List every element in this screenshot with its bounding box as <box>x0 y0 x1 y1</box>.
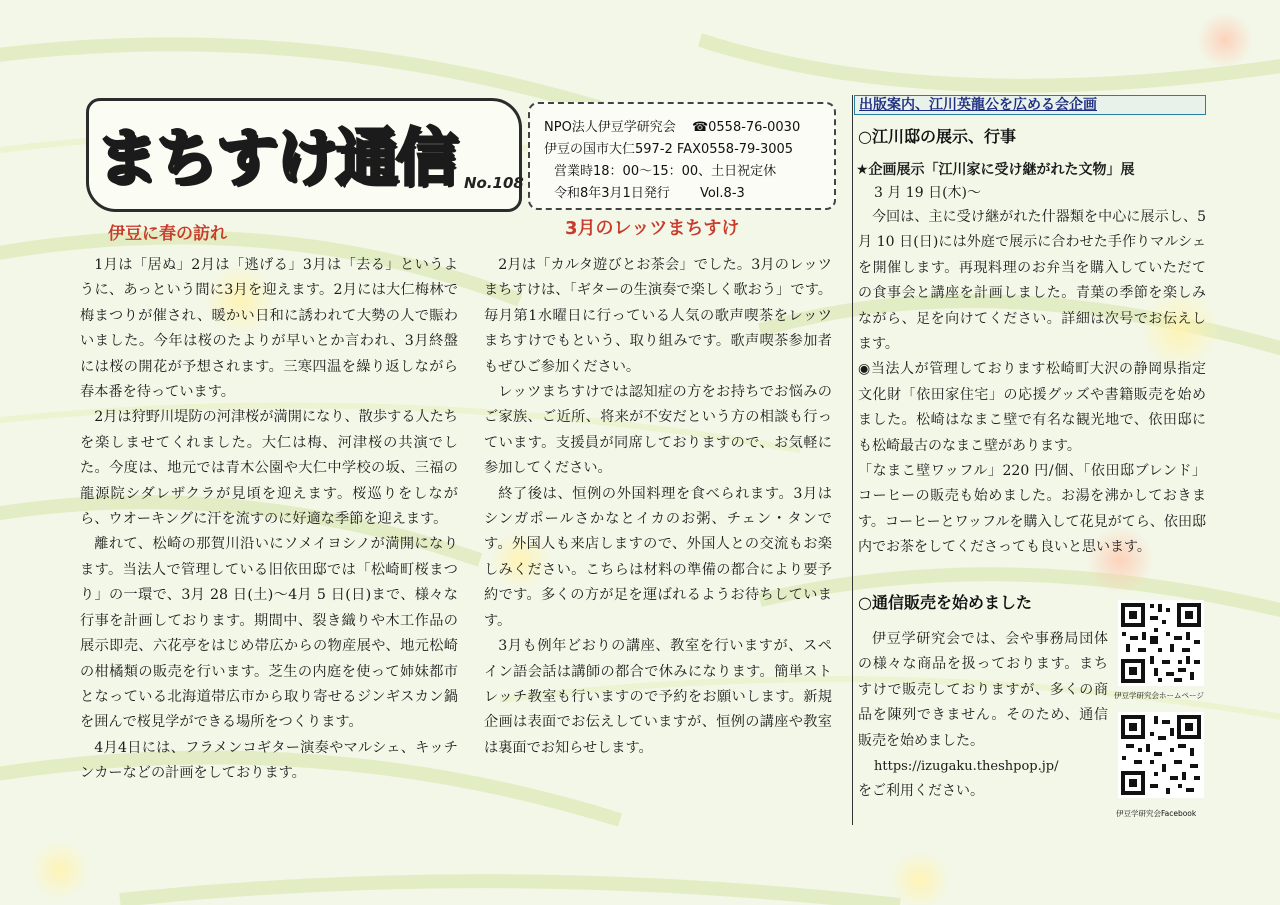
address-fax: 伊豆の国市大仁597-2 FAX0558-79-3005 <box>544 142 794 157</box>
section1-paragraph-3: 「なまこ壁ワッフル」220 円/個、「依田邸ブレンド」コーヒーの販売も始めました。お湯を沸かしておきます。コーヒーとワッフルを購入して花見がてら、依田邸内でお茶をしてくださっても良いと思います。 <box>858 463 1206 556</box>
middle-paragraph-4: 3月も例年どおりの講座、教室を行いますが、スペイン語会話は講師の都合で休みになります。簡単ストレッチ教室も行いますので予約をお願いします。新規企画は表面でお伝えしていますが、恒例の講座や教室は裏面でお知らせします。 <box>484 638 832 756</box>
section1-heading: ○江川邸の展示、行事 <box>858 127 1016 146</box>
left-paragraph-4: 4月4日には、フラメンコギター演奏やマルシェ、キッチンカーなどの計画をしております。 <box>80 739 458 782</box>
publisher-info-box <box>528 102 836 210</box>
ribbon-text: 出版案内、江川英龍公を広める会企画 <box>859 97 1097 113</box>
middle-paragraph-3: 終了後は、恒例の外国料理を食べられます。3月はシンガポールさかなとイカのお粥、チェン・タンです。外国人も来店しますので、外国人との交流もお楽しみください。こちらは材料の準備の都合により要予約です。多くの方が足を運ばれるようお待ちしています。 <box>484 485 832 629</box>
homepage-qr-caption: 伊豆学研究会ホームページ <box>1114 691 1204 700</box>
left-paragraph-1: 1月は「居ぬ」2月は「逃げる」3月は「去る」というように、あっという間に3月を迎えます。2月には大仁梅林で梅まつりが催され、暖かい日和に誘われて大勢の人で賑わいました。今年は桜のたよりが早いとか言われ、3月終盤には桜の開花が予想されます。三寒四温を繰り返しながら春本番を待っています。 <box>80 257 458 401</box>
phone-number: ☎0558-76-0030 <box>691 120 801 135</box>
shop-url[interactable]: https://izugaku.theshpop.jp/ <box>874 759 1059 775</box>
left-article-body <box>80 253 458 787</box>
section1-paragraph-1: 今回は、主に受け継がれた什器類を中心に展示し、5月 10 日(日)には外庭で展示に合わせた手作りマルシェを開催します。再現料理のお弁当を購入していただての食事会と講座を計画しました。青葉の季節を楽しみながら、足を向けてください。詳細は次号でお伝えします。 <box>858 209 1206 353</box>
mail-order-paragraph: 伊豆学研究会では、会や事務局団体の様々な商品を扱っております。まちすけで販売しておりますが、多くの商品を陳列できません。そのため、通信販売を始めました。 <box>858 631 1108 749</box>
masthead-logo <box>86 98 524 210</box>
middle-article-body <box>484 253 832 761</box>
section1-body <box>858 205 1206 561</box>
middle-paragraph-2: レッツまちすけでは認知症の方をお持ちでお悩みのご家族、ご近所、将来が不安だという方の相談も行っています。支援員が同席しておりますので、お気軽に参加してください。 <box>484 384 832 477</box>
info-line-1 <box>544 116 800 135</box>
mail-order-closing: をご利用ください。 <box>858 783 984 800</box>
section1-paragraph-2: ◉当法人が管理しております松崎町大沢の静岡県指定文化財「依田家住宅」の応援グッズや書籍販売を始めました。松崎はなまこ壁で有名な観光地で、依田邸にも松崎最古のなまこ壁があります。 <box>858 361 1206 454</box>
issue-number: No.108 <box>464 174 524 192</box>
newsletter-title: まちすけ通信 <box>96 121 457 194</box>
section2-body <box>858 627 1108 805</box>
left-paragraph-2: 2月は狩野川堤防の河津桜が満開になり、散歩する人たちを楽しませてくれました。大仁は梅、河津桜の共演でした。今度は、地元では青木公園や大仁中学校の坂、三福の龍源院シダレザクラが見頃を迎えます。桜巡りをしながら、ウオーキングに汗を流すのに好適な季節を迎えます。 <box>80 409 458 528</box>
left-paragraph-3: 離れて、松崎の那賀川沿いにソメイヨシノが満開になります。当法人で管理している旧依田邸では「松崎町桜まつり」の一環で、3月 28 日(土)〜4月 5 日(日)まで、様々な行事を計画しております。期間中、裂き織りや木工作品の展示即売、六花亭をはじめ帯広からの物産展や、地元松崎の柑橘類の販売を行います。芝生の内庭を使って姉妹都市となっている北海道帯広市から取り寄せるジンギスカン鍋を囲んで桜見学ができる場所をつくります。 <box>80 536 458 731</box>
exhibition-date: 3 月 19 日(木)〜 <box>874 185 981 201</box>
left-article-heading: 伊豆に春の訪れ <box>108 224 227 244</box>
middle-paragraph-1: 2月は「カルタ遊びとお茶会」でした。3月のレッツまちすけは、「ギターの生演奏で楽しく歌おう」です。毎月第1水曜日に行っている人気の歌声喫茶をレッツまちすけでもという、取り組みです。歌声喫茶参加者もぜひご参加ください。 <box>484 257 832 375</box>
info-line-4 <box>554 182 745 201</box>
exhibition-title: ★企画展示「江川家に受け継がれた文物」展 <box>856 162 1135 178</box>
section2-heading: ○通信販売を始めました <box>858 593 1032 612</box>
homepage-qr-code[interactable] <box>1118 600 1204 686</box>
facebook-qr-caption: 伊豆学研究会Facebook <box>1116 809 1197 818</box>
issue-date: 令和8年3月1日発行 <box>554 186 670 201</box>
business-hours: 営業時18：00〜15：00、土日祝定休 <box>554 164 777 179</box>
volume-number: Vol.8-3 <box>699 186 745 201</box>
middle-article-heading: 3月のレッツまちすけ <box>565 218 740 239</box>
org-name: NPO法人伊豆学研究会 <box>544 120 676 135</box>
publication-ribbon <box>854 95 1206 115</box>
facebook-qr-code[interactable] <box>1118 712 1204 798</box>
